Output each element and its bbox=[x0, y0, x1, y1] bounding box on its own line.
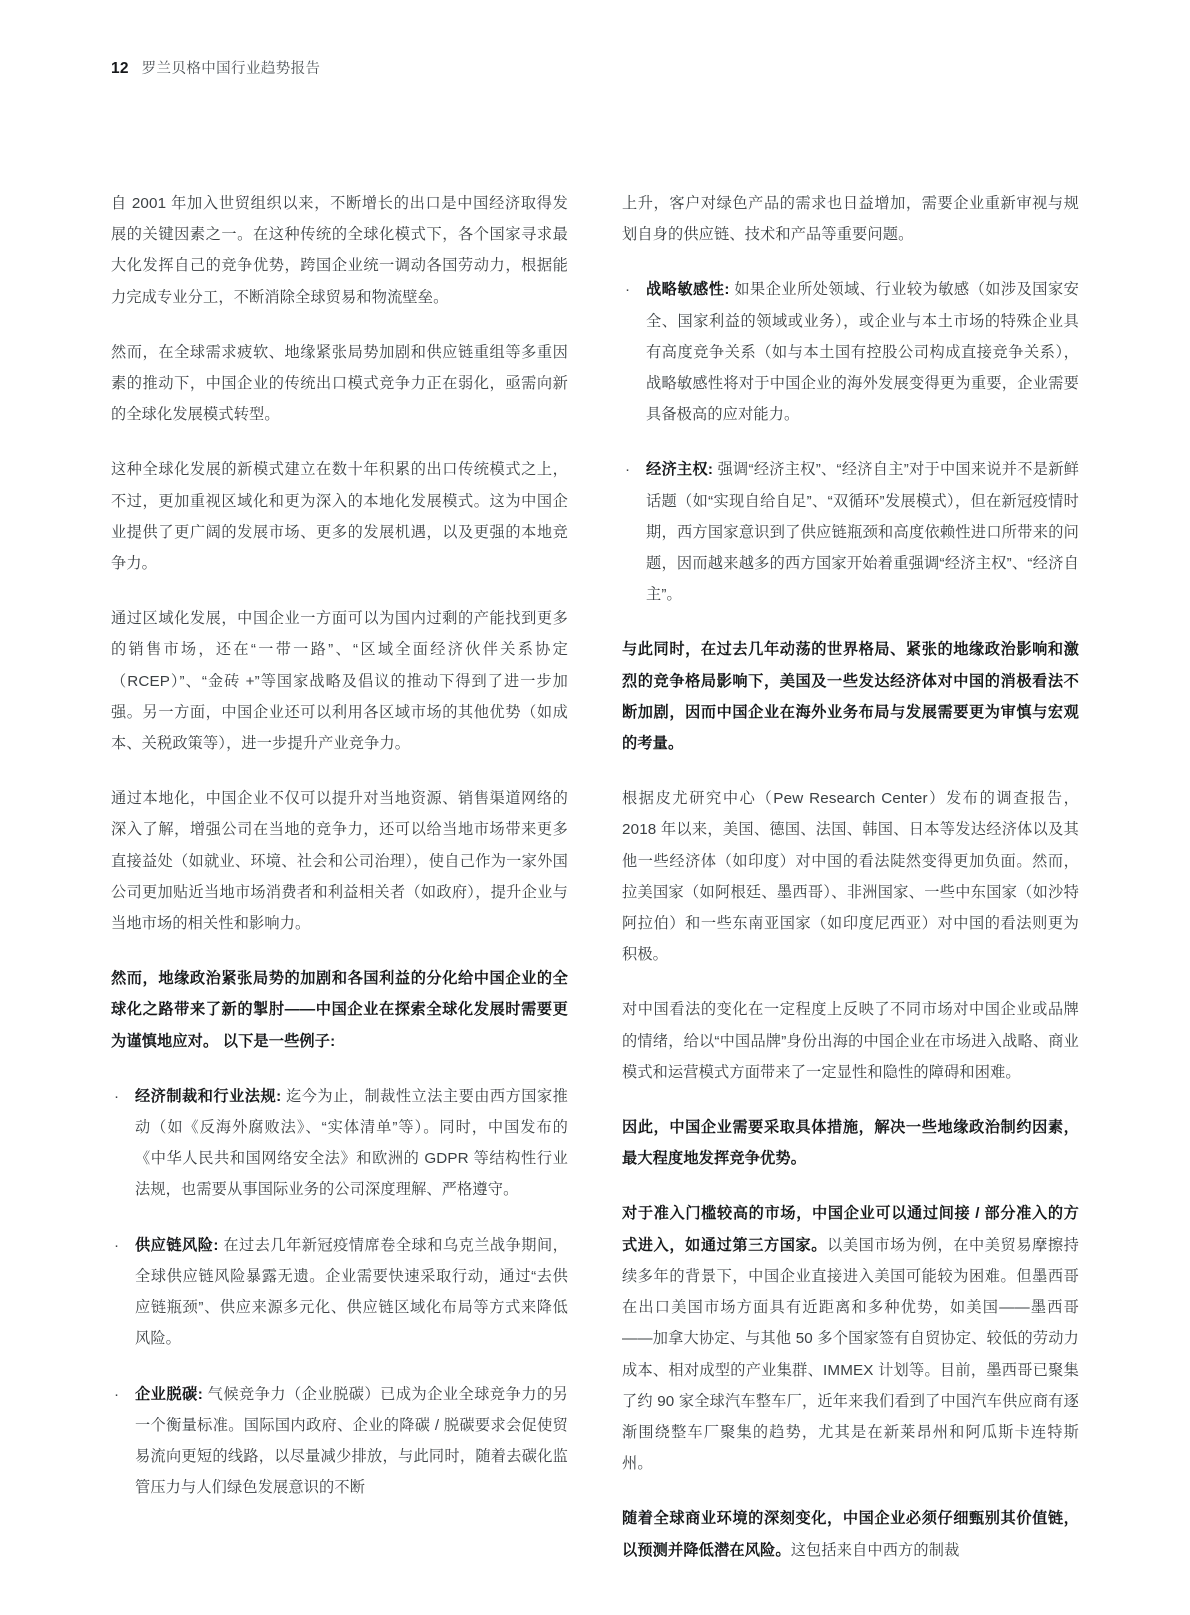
page-header bbox=[111, 57, 320, 78]
list-item-lead: 供应链风险: bbox=[135, 1236, 219, 1254]
right-column bbox=[622, 188, 1079, 1590]
list-item bbox=[622, 454, 1079, 610]
list-item-lead: 企业脱碳: bbox=[135, 1385, 203, 1403]
list-item bbox=[111, 1379, 568, 1504]
paragraph-perception: 对中国看法的变化在一定程度上反映了不同市场对中国企业或品牌的情绪，给以“中国品牌”身份出海的中国企业在市场进入战略、商业模式和运营模式方面带来了一定显性和隐性的障碍和困难。 bbox=[622, 1001, 1079, 1081]
paragraph: 这种全球化发展的新模式建立在数十年积累的出口传统模式之上，不过，更加重视区域化和更为深入的本地化发展模式。这为中国企业提供了更广阔的发展市场、更多的发展机遇，以及更强的本地竞争力。 bbox=[111, 461, 568, 573]
paragraph-continuation: 上升，客户对绿色产品的需求也日益增加，需要企业重新审视与规划自身的供应链、技术和产品等重要问题。 bbox=[622, 195, 1079, 244]
bullet-icon: · bbox=[114, 1236, 120, 1254]
bullet-icon: · bbox=[625, 281, 631, 299]
body-columns bbox=[111, 188, 1079, 1590]
inline-body: 这包括来自中西方的制裁 bbox=[790, 1541, 960, 1559]
list-item-body: 气候竞争力（企业脱碳）已成为企业全球竞争力的另一个衡量标准。国际国内政府、企业的降碳 / 脱碳要求会促使贸易流向更短的线路，以尽量减少排放，与此同时，随着去碳化监管压力与人们绿色发展意识的不断 bbox=[135, 1385, 568, 1497]
paragraph: 通过区域化发展，中国企业一方面可以为国内过剩的产能找到更多的销售市场，还在“一带一路”、“区域全面经济伙伴关系协定（RCEP）”、“金砖 +”等国家战略及倡议的推动下得到了进一步加强。另一方面，中国企业还可以利用各区域市场的其他优势（如成本、关税政策等），进一步提升产业竞争力。 bbox=[111, 610, 568, 753]
paragraph: 通过本地化，中国企业不仅可以提升对当地资源、销售渠道网络的深入了解，增强公司在当地的竞争力，还可以给当地市场带来更多直接益处（如就业、环境、社会和公司治理），使自己作为一家外国公司更加贴近当地市场消费者和利益相关者（如政府），提升企业与当地市场的相关性和影响力。 bbox=[111, 790, 568, 933]
list-item bbox=[622, 274, 1079, 430]
bold-paragraph: 因此，中国企业需要采取具体措施，解决一些地缘政治制约因素，最大程度地发挥竞争优势。 bbox=[622, 1119, 1079, 1168]
right-bullet-list bbox=[622, 274, 1079, 610]
left-bullet-list bbox=[111, 1081, 568, 1503]
bullet-icon: · bbox=[625, 461, 631, 479]
list-item-lead: 经济主权: bbox=[646, 461, 714, 479]
paragraph-pew-research: 根据皮尤研究中心（Pew Research Center）发布的调查报告，2018 年以来，美国、德国、法国、韩国、日本等发达经济体以及其他一些经济体（如印度）对中国的看法陡然变得更加负面。然而，拉美国家（如阿根廷、墨西哥）、非洲国家、一些中东国家（如沙特阿拉伯）和一些东南亚国家（如印度尼西亚）对中国的看法则更为积极。 bbox=[622, 790, 1079, 964]
left-column bbox=[111, 188, 568, 1590]
list-item-body: 如果企业所处领域、行业较为敏感（如涉及国家安全、国家利益的领域或业务），或企业与本土市场的特殊企业具有高度竞争关系（如与本土国有控股公司构成直接竞争关系），战略敏感性将对于中国企业的海外发展变得更为重要，企业需要具备极高的应对能力。 bbox=[646, 281, 1079, 424]
list-item-body: 迄今为止，制裁性立法主要由西方国家推动（如《反海外腐败法》、“实体清单”等）。同时，中国发布的《中华人民共和国网络安全法》和欧洲的 GDPR 等结构性行业法规，也需要从事国际业务的公司深度理解、严格遵守。 bbox=[135, 1087, 569, 1199]
list-item-body: 强调“经济主权”、“经济自主”对于中国来说并不是新鲜话题（如“实现自给自足”、“双循环”发展模式），但在新冠疫情时期，西方国家意识到了供应链瓶颈和高度依赖性进口所带来的问题，因而越来越多的西方国家开始着重强调“经济主权”、“经济自主”。 bbox=[646, 461, 1080, 604]
list-item-lead: 经济制裁和行业法规: bbox=[135, 1087, 282, 1105]
bold-lead-paragraph: 然而，地缘政治紧张局势的加剧和各国利益的分化给中国企业的全球化之路带来了新的掣肘——中国企业在探索全球化发展时需要更为谨慎地应对。 以下是一些例子: bbox=[111, 970, 568, 1050]
bullet-icon: · bbox=[114, 1385, 120, 1403]
paragraph-value-chain bbox=[622, 1503, 1079, 1565]
inline-bold-lead: 对于准入门槛较高的市场，中国企业可以通过间接 / 部分准入的方式进入，如通过第三方国家。 bbox=[622, 1205, 1079, 1254]
list-item bbox=[111, 1230, 568, 1355]
list-item-lead: 战略敏感性: bbox=[646, 281, 730, 299]
page-number: 12 bbox=[111, 60, 129, 77]
bold-paragraph: 与此同时，在过去几年动荡的世界格局、紧张的地缘政治影响和激烈的竞争格局影响下，美国及一些发达经济体对中国的消极看法不断加剧，因而中国企业在海外业务布局与发展需要更为审慎与宏观的考量。 bbox=[622, 641, 1079, 753]
inline-bold-lead: 随着全球商业环境的深刻变化，中国企业必须仔细甄别其价值链，以预测并降低潜在风险。 bbox=[622, 1510, 1079, 1559]
report-title: 罗兰贝格中国行业趋势报告 bbox=[141, 61, 321, 77]
list-item-body: 在过去几年新冠疫情席卷全球和乌克兰战争期间，全球供应链风险暴露无遗。企业需要快速采取行动，通过“去供应链瓶颈”、供应来源多元化、供应链区域化布局等方式来降低风险。 bbox=[135, 1236, 568, 1348]
bullet-icon: · bbox=[114, 1087, 120, 1105]
paragraph: 然而，在全球需求疲软、地缘紧张局势加剧和供应链重组等多重因素的推动下，中国企业的传统出口模式竞争力正在弱化，亟需向新的全球化发展模式转型。 bbox=[111, 343, 568, 424]
list-item bbox=[111, 1081, 568, 1206]
inline-body: 以美国市场为例，在中美贸易摩擦持续多年的背景下，中国企业直接进入美国可能较为困难。但墨西哥在出口美国市场方面具有近距离和多种优势，如美国——墨西哥——加拿大协定、与其他 50 多个国家签有自贸协定、较低的劳动力成本、相对成型的产业集群、IMMEX 计划等。目前，墨西哥已聚集了约 90 家全球汽车整车厂，近年来我们看到了中国汽车供应商有逐渐围绕整车厂聚集的趋势，尤其是在新莱昂州和阿瓜斯卡连特斯州。 bbox=[622, 1236, 1079, 1473]
paragraph: 自 2001 年加入世贸组织以来，不断增长的出口是中国经济取得发展的关键因素之一。在这种传统的全球化模式下，各个国家寻求最大化发挥自己的竞争优势，跨国企业统一调动各国劳动力，根据能力完成专业分工，不断消除全球贸易和物流壁垒。 bbox=[111, 195, 568, 306]
paragraph-market-entry bbox=[622, 1198, 1079, 1479]
